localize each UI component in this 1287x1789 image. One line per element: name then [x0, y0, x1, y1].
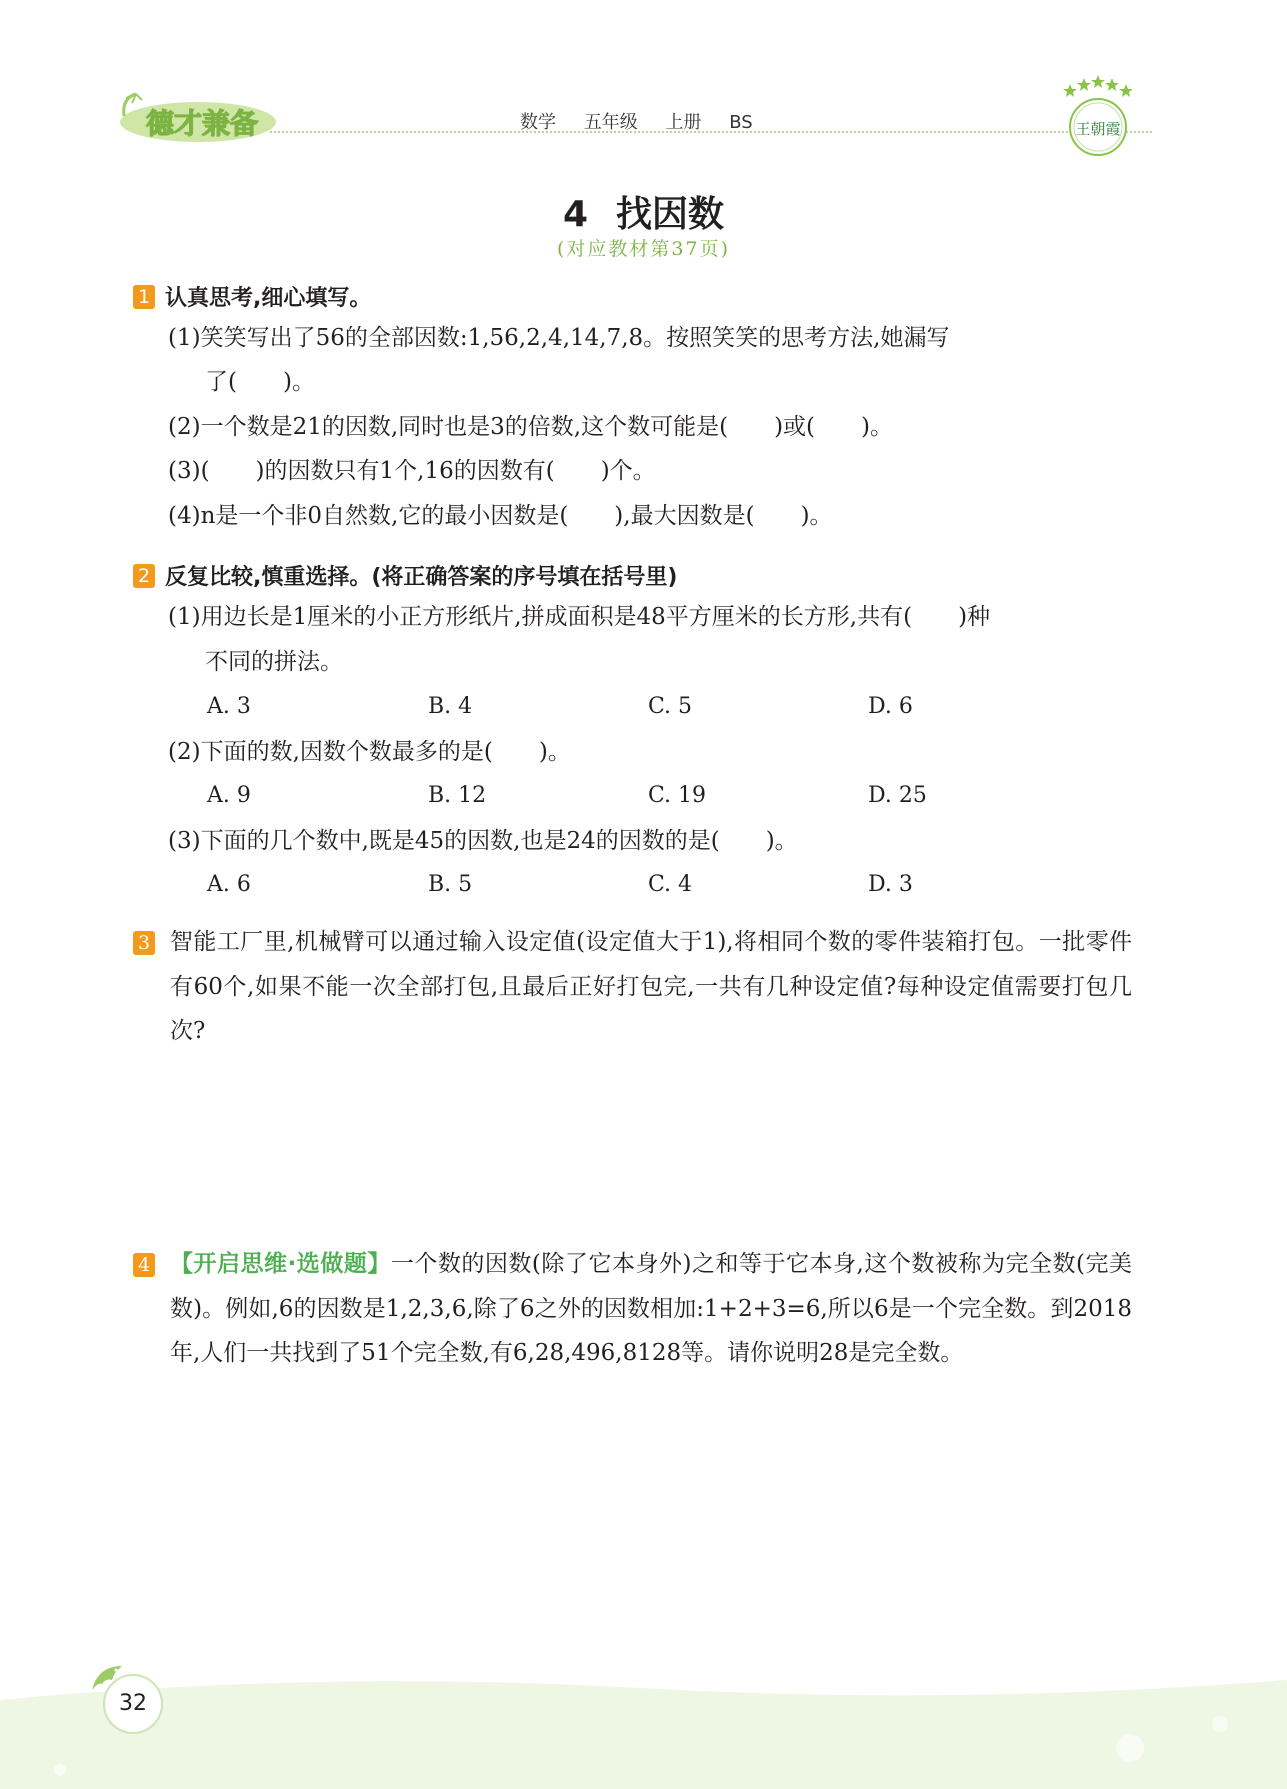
section-number-badge: 4: [133, 1253, 155, 1277]
question-3-text: 智能工厂里,机械臂可以通过输入设定值(设定值大于1),将相同个数的零件装箱打包。一批零件有60个,如果不能一次全部打包,且最后正好打包完,一共有几种设定值?每种设定值需要打包几次?: [170, 929, 1132, 1044]
option-b: B. 12: [428, 783, 487, 808]
question-1-3: (3)( )的因数只有1个,16的因数有( )个。: [168, 458, 656, 484]
question-1-2: (2)一个数是21的因数,同时也是3的倍数,这个数可能是( )或( )。: [168, 414, 893, 440]
question-1-1-line-2: 了( )。: [205, 369, 315, 395]
option-d: D. 3: [868, 872, 913, 897]
option-c: C. 19: [648, 783, 707, 808]
page-number: 32: [103, 1674, 163, 1734]
section-2-heading: [133, 560, 677, 591]
brand-badge: [1058, 72, 1138, 162]
option-a: A. 6: [207, 872, 251, 897]
section-1-heading: [133, 281, 371, 312]
option-c: C. 4: [648, 872, 693, 897]
page-header: [0, 0, 1287, 150]
section-2-title: 反复比较,慎重选择。(将正确答案的序号填在括号里): [165, 565, 678, 590]
question-2-2: (2)下面的数,因数个数最多的是( )。: [168, 739, 571, 765]
optional-challenge-tag: 【开启思维·选做题】: [170, 1251, 391, 1277]
badge-text: 王朝霞: [1075, 120, 1121, 138]
question-4-text: [170, 1242, 1132, 1376]
question-2-1-line-1: (1)用边长是1厘米的小正方形纸片,拼成面积是48平方厘米的长方形,共有( )种: [168, 604, 991, 630]
question-1-1-line-1: (1)笑笑写出了56的全部因数:1,56,2,4,14,7,8。按照笑笑的思考方法,她漏写: [168, 325, 950, 351]
edition-label: BS: [729, 112, 753, 133]
section-1-title: 认真思考,细心填写。: [165, 286, 372, 311]
textbook-reference: (对应教材第37页): [556, 238, 730, 260]
option-d: D. 25: [868, 783, 927, 808]
volume-label: 上册: [665, 112, 702, 133]
grade-label: 五年级: [583, 112, 638, 133]
subject-label: 数学: [520, 112, 556, 133]
series-logo: [118, 88, 288, 148]
lesson-number: 4: [562, 194, 589, 235]
question-4-body: 一个数的因数(除了它本身外)之和等于它本身,这个数被称为完全数(完美数)。例如,6的因数是1,2,3,6,除了6之外的因数相加:1+2+3=6,所以6是一个完全数。到2018年,人们一共找到了51个完全数,有6,28,496,8128等。请你说明28是完全数。: [170, 1251, 1132, 1366]
section-number-badge: 2: [133, 564, 155, 588]
option-b: B. 5: [428, 872, 473, 897]
section-number-badge: 3: [133, 931, 155, 955]
option-a: A. 3: [207, 694, 251, 719]
book-info: [520, 108, 775, 134]
question-1-4: (4)n是一个非0自然数,它的最小因数是( ),最大因数是( )。: [168, 503, 833, 529]
section-number-badge: 1: [133, 285, 155, 309]
logo-text: 德才兼备: [146, 107, 259, 140]
option-b: B. 4: [428, 694, 473, 719]
lesson-title: 找因数: [616, 194, 725, 235]
question-2-3: (3)下面的几个数中,既是45的因数,也是24的因数的是( )。: [168, 828, 798, 854]
option-c: C. 5: [648, 694, 693, 719]
page-title: [0, 186, 1287, 237]
option-a: A. 9: [207, 783, 251, 808]
question-2-1-line-2: 不同的拼法。: [205, 649, 343, 675]
option-d: D. 6: [868, 694, 913, 719]
footer-decoration: [0, 1660, 1287, 1789]
